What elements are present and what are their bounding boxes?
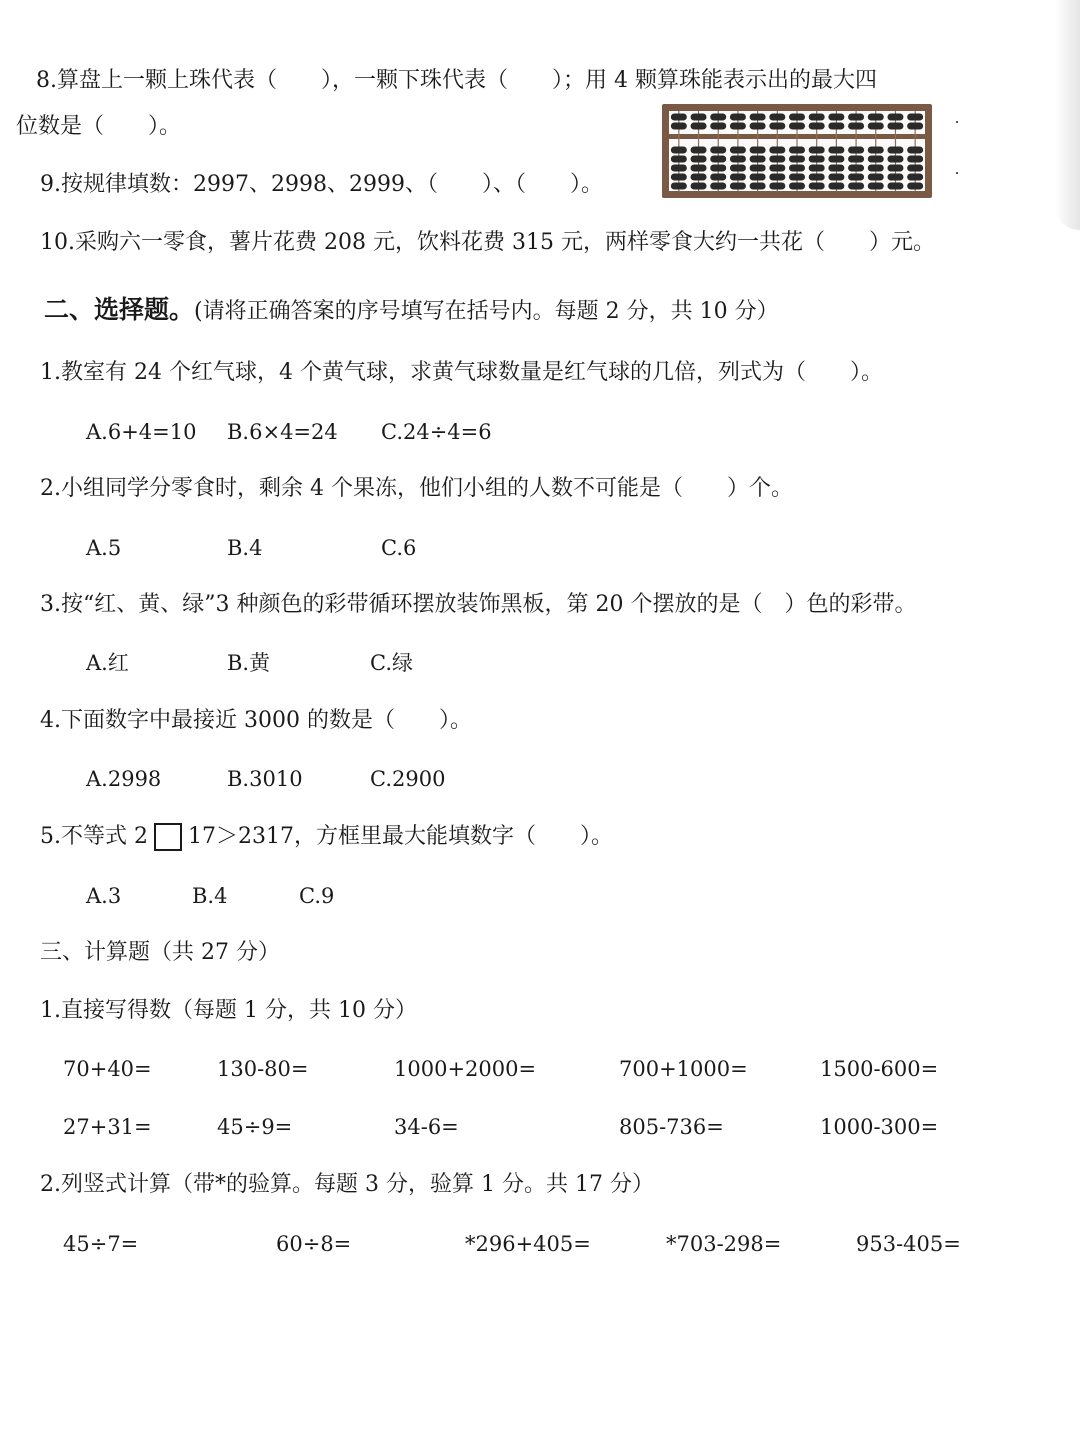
abacus-lower-bead — [769, 174, 785, 181]
mc-2-option-b: B.4 — [227, 536, 263, 560]
abacus-lower-bead — [789, 165, 805, 172]
abacus-upper-bead — [907, 123, 923, 130]
abacus-lower-bead — [828, 183, 844, 190]
question-9: 9.按规律填数：2997、2998、2999、（ ）、（ ）。 — [40, 172, 603, 197]
vertical-calc-5: 953-405= — [856, 1232, 961, 1256]
calc-2-5: 1000-300= — [820, 1115, 939, 1139]
calc-2-1: 27+31= — [63, 1115, 152, 1139]
abacus-lower-bead — [789, 183, 805, 190]
abacus-lower-bead — [828, 174, 844, 181]
abacus-lower-bead — [887, 165, 903, 172]
mc-1-option-b: B.6×4=24 — [227, 420, 338, 444]
abacus-upper-bead — [848, 114, 864, 121]
abacus-upper-bead — [730, 123, 746, 130]
calc-2-3: 34-6= — [394, 1115, 459, 1139]
mc-question-1: 1.教室有 24 个红气球，4 个黄气球，求黄气球数量是红气球的几倍，列式为（ ）。 — [40, 360, 883, 385]
abacus-lower-bead — [710, 174, 726, 181]
vertical-calc-3: *296+405= — [465, 1232, 591, 1256]
mc-1-option-a: A.6+4=10 — [86, 420, 197, 444]
abacus-lower-bead — [907, 174, 923, 181]
abacus-lower-bead — [671, 174, 687, 181]
mc-1-option-c: C.24÷4=6 — [381, 420, 492, 444]
abacus-lower-bead — [789, 156, 805, 163]
calc-1-4: 700+1000= — [619, 1057, 748, 1081]
mc-2-option-a: A.5 — [86, 536, 122, 560]
abacus-upper-bead — [769, 123, 785, 130]
abacus-lower-bead — [848, 174, 864, 181]
calc-part-1-title: 1.直接写得数（每题 1 分，共 10 分） — [40, 998, 417, 1023]
abacus-lower-bead — [691, 147, 707, 154]
abacus-upper-bead — [828, 123, 844, 130]
abacus-lower-bead — [671, 183, 687, 190]
calc-1-3: 1000+2000= — [394, 1057, 537, 1081]
abacus-lower-bead — [907, 165, 923, 172]
abacus-lower-bead — [848, 165, 864, 172]
abacus-image — [662, 104, 932, 198]
abacus-upper-bead — [907, 114, 923, 121]
mc-5-option-a: A.3 — [86, 884, 122, 908]
abacus-upper-bead — [868, 123, 884, 130]
abacus-lower-bead — [769, 183, 785, 190]
mc-4-option-b: B.3010 — [227, 767, 303, 791]
abacus-lower-bead — [671, 147, 687, 154]
abacus-upper-bead — [671, 114, 687, 121]
abacus-upper-bead — [848, 123, 864, 130]
abacus-lower-bead — [868, 165, 884, 172]
abacus-lower-bead — [750, 165, 766, 172]
mc-5-option-b: B.4 — [192, 884, 228, 908]
abacus-upper-bead — [691, 123, 707, 130]
abacus-upper-bead — [789, 123, 805, 130]
mc-question-3: 3.按“红、黄、绿”3 种颜色的彩带循环摆放装饰黑板，第 20 个摆放的是（ ）色的彩带。 — [40, 592, 917, 617]
abacus-lower-bead — [828, 165, 844, 172]
mc-3-option-b: B.黄 — [227, 651, 271, 675]
abacus-upper-bead — [710, 114, 726, 121]
abacus-lower-bead — [809, 156, 825, 163]
abacus-lower-bead — [789, 174, 805, 181]
abacus-lower-bead — [907, 147, 923, 154]
abacus-lower-bead — [750, 147, 766, 154]
abacus-lower-bead — [730, 174, 746, 181]
mc-5-option-c: C.9 — [299, 884, 335, 908]
page-edge-shadow — [1054, 0, 1080, 230]
mc-3-option-c: C.绿 — [370, 651, 413, 675]
abacus-lower-bead — [868, 183, 884, 190]
abacus-lower-bead — [750, 156, 766, 163]
abacus-lower-bead — [848, 156, 864, 163]
abacus-lower-bead — [887, 174, 903, 181]
abacus-lower-bead — [671, 156, 687, 163]
section-2-title: 二、选择题。 — [44, 295, 195, 324]
abacus-lower-bead — [769, 165, 785, 172]
abacus-lower-bead — [809, 165, 825, 172]
abacus-lower-bead — [868, 147, 884, 154]
abacus-lower-bead — [809, 147, 825, 154]
abacus-upper-bead — [730, 114, 746, 121]
abacus-upper-bead — [710, 123, 726, 130]
abacus-upper-bead — [868, 114, 884, 121]
abacus-lower-bead — [887, 183, 903, 190]
abacus-lower-bead — [887, 156, 903, 163]
mc-question-4: 4.下面数字中最接近 3000 的数是（ ）。 — [40, 708, 472, 733]
calc-1-5: 1500-600= — [820, 1057, 939, 1081]
abacus-lower-bead — [848, 183, 864, 190]
section-2-note: (请将正确答案的序号填写在括号内。每题 2 分，共 10 分） — [194, 299, 779, 324]
mc-5-text-before: 5.不等式 2 — [40, 824, 148, 849]
abacus-upper-bead — [887, 114, 903, 121]
mc-4-option-c: C.2900 — [370, 767, 446, 791]
mc-4-option-a: A.2998 — [86, 767, 162, 791]
section-3-title: 三、计算题（共 27 分） — [40, 940, 280, 965]
calc-part-2-title: 2.列竖式计算（带*的验算。每题 3 分，验算 1 分。共 17 分） — [40, 1172, 654, 1197]
mc-question-5 — [40, 822, 613, 852]
abacus-lower-bead — [691, 156, 707, 163]
abacus-lower-bead — [730, 147, 746, 154]
calc-1-1: 70+40= — [63, 1057, 152, 1081]
abacus-upper-bead — [769, 114, 785, 121]
abacus-upper-bead — [809, 114, 825, 121]
abacus-upper-bead — [750, 114, 766, 121]
mc-3-option-a: A.红 — [86, 651, 129, 675]
abacus-lower-bead — [710, 165, 726, 172]
mc-question-2: 2.小组同学分零食时，剩余 4 个果冻，他们小组的人数不可能是（ ）个。 — [40, 476, 793, 501]
abacus-lower-bead — [730, 165, 746, 172]
abacus-lower-bead — [671, 165, 687, 172]
question-8-line1: 8.算盘上一颗上珠代表（ ），一颗下珠代表（ ）；用 4 颗算珠能表示出的最大四 — [36, 68, 877, 93]
abacus-upper-bead — [887, 123, 903, 130]
abacus-lower-bead — [750, 174, 766, 181]
section-2-heading — [44, 294, 779, 328]
mc-5-text-after: 17＞2317，方框里最大能填数字（ ）。 — [187, 824, 613, 849]
question-8-line2: 位数是（ ）。 — [16, 114, 182, 139]
abacus-upper-bead — [828, 114, 844, 121]
answer-box — [154, 823, 182, 851]
abacus-lower-bead — [710, 147, 726, 154]
vertical-calc-1: 45÷7= — [63, 1232, 139, 1256]
abacus-lower-bead — [907, 156, 923, 163]
abacus-lower-bead — [691, 174, 707, 181]
abacus-lower-bead — [809, 183, 825, 190]
abacus-lower-bead — [809, 174, 825, 181]
abacus-lower-bead — [868, 174, 884, 181]
vertical-calc-4: *703-298= — [666, 1232, 782, 1256]
calc-1-2: 130-80= — [217, 1057, 309, 1081]
question-10: 10.采购六一零食，薯片花费 208 元，饮料花费 315 元，两样零食大约一共花（ ）元。 — [40, 230, 935, 255]
abacus-lower-bead — [789, 147, 805, 154]
abacus-upper-bead — [809, 123, 825, 130]
abacus-lower-bead — [828, 156, 844, 163]
abacus-lower-bead — [868, 156, 884, 163]
abacus-lower-bead — [750, 183, 766, 190]
mc-2-option-c: C.6 — [381, 536, 417, 560]
abacus-lower-bead — [730, 183, 746, 190]
abacus-lower-bead — [691, 165, 707, 172]
abacus-lower-bead — [848, 147, 864, 154]
abacus-lower-bead — [769, 156, 785, 163]
abacus-upper-bead — [691, 114, 707, 121]
abacus-upper-bead — [750, 123, 766, 130]
abacus-lower-bead — [828, 147, 844, 154]
calc-2-4: 805-736= — [619, 1115, 724, 1139]
abacus-upper-bead — [789, 114, 805, 121]
abacus-lower-bead — [730, 156, 746, 163]
abacus-upper-bead — [671, 123, 687, 130]
abacus-lower-bead — [769, 147, 785, 154]
abacus-lower-bead — [907, 183, 923, 190]
abacus-lower-bead — [887, 147, 903, 154]
calc-2-2: 45÷9= — [217, 1115, 293, 1139]
abacus-lower-bead — [710, 183, 726, 190]
abacus-lower-bead — [710, 156, 726, 163]
vertical-calc-2: 60÷8= — [276, 1232, 352, 1256]
abacus-lower-bead — [691, 183, 707, 190]
